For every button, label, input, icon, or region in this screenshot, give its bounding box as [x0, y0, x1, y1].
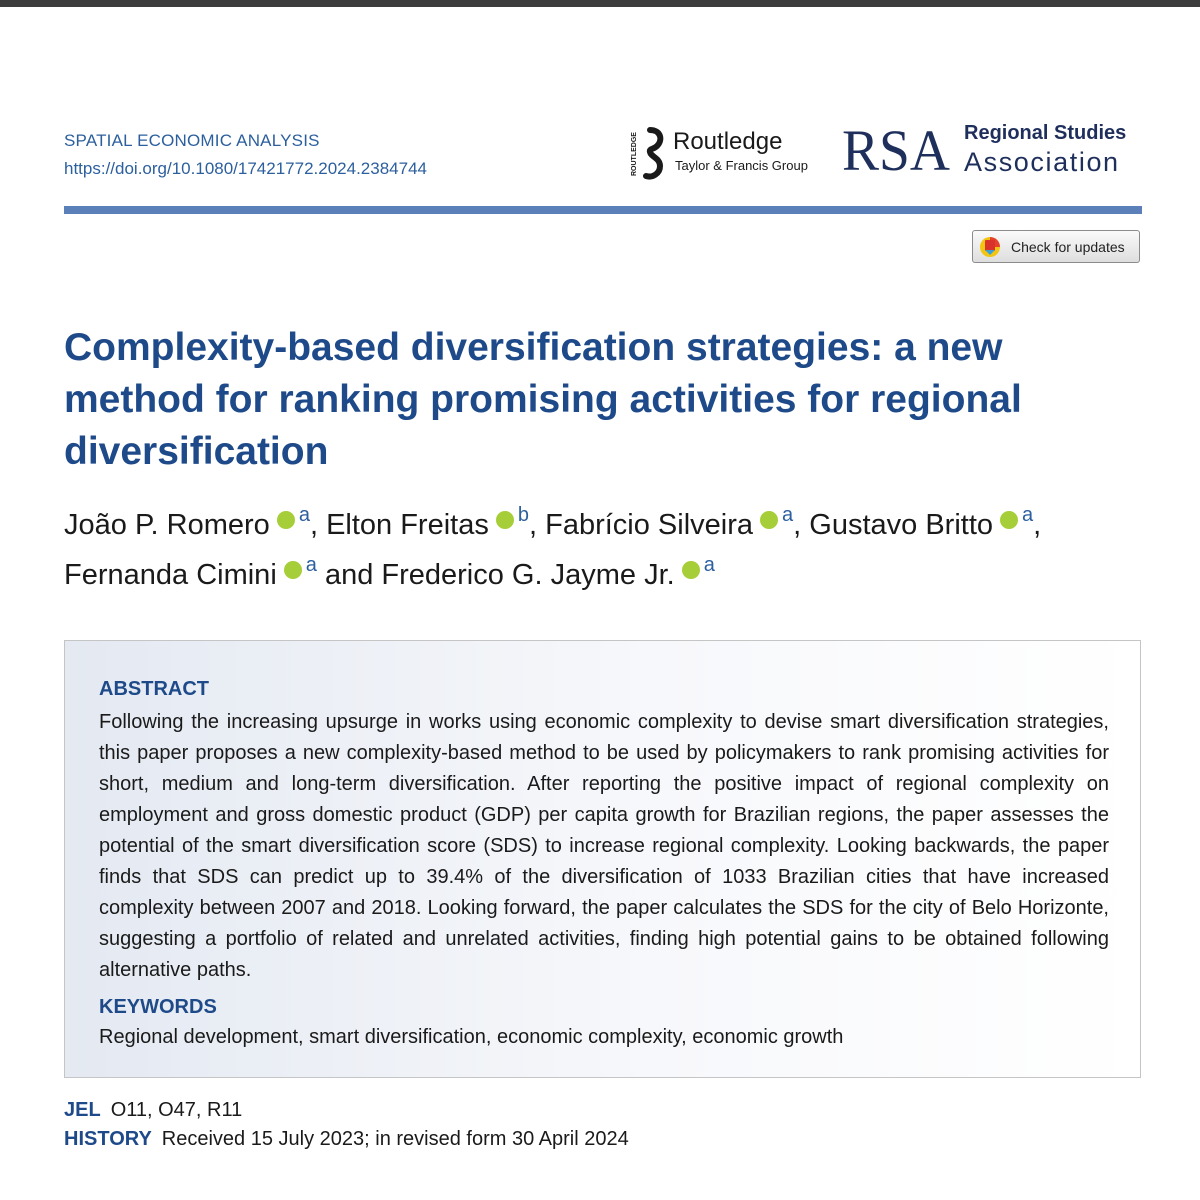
affiliation-marker[interactable]: a [298, 504, 310, 526]
routledge-vertical-text: ROUTLEDGE [631, 132, 638, 176]
journal-name: SPATIAL ECONOMIC ANALYSIS [64, 131, 320, 150]
affiliation-marker[interactable]: a [1022, 504, 1034, 526]
history-dates: Received 15 July 2023; in revised form 30 April 2024 [161, 1128, 629, 1150]
author-name[interactable]: Frederico G. Jayme Jr. [381, 559, 675, 591]
publisher-group: Taylor & Francis Group [675, 158, 808, 173]
jel-codes: O11, O47, R11 [110, 1099, 243, 1121]
orcid-icon[interactable] [760, 511, 778, 529]
orcid-icon[interactable] [1000, 511, 1018, 529]
check-for-updates-label: Check for updates [1011, 239, 1125, 255]
affiliation-marker[interactable]: a [703, 554, 715, 576]
author-separator: and [316, 559, 382, 591]
abstract-box [64, 640, 1141, 1078]
abstract-text: Following the increasing upsurge in works using economic complexity to devise smart diversification strategies, this paper proposes a new complexity-based method to be used by policymakers to rank promising activities for short, medium and long-term diversification. After reporting the positive impact of regional complexity on employment and gross domestic product (GDP) per capita growth for Brazilian regions, the paper assesses the potential of the smart diversification score (SDS) to increase regional complexity. Looking backwards, the paper finds that SDS can predict up to 39.4% of the diversification of 1033 Brazilian cities that have increased complexity between 2007 and 2018. Looking forward, the paper calculates the SDS for the city of Belo Horizonte, suggesting a portfolio of related and unrelated activities, finding high potential gains to be obtained following alternative paths. [99, 711, 1109, 981]
article-title: Complexity-based diversification strategies: a new method for ranking promising activities for regional diversification [64, 326, 1022, 473]
crossmark-icon [979, 236, 1001, 258]
publisher-name: Routledge [673, 128, 783, 155]
author-separator: , [528, 509, 546, 541]
routledge-logo-icon [628, 124, 668, 180]
author-list [64, 495, 1144, 595]
history-label: HISTORY [64, 1128, 152, 1150]
orcid-icon[interactable] [284, 561, 302, 579]
rsa-logo-icon [842, 120, 952, 182]
rsa-logo-text: RSA [842, 120, 951, 182]
affiliation-marker[interactable]: a [305, 554, 317, 576]
author-separator: , [309, 509, 327, 541]
keywords-heading: KEYWORDS [99, 996, 217, 1018]
header-divider [64, 206, 1142, 214]
author-separator: , [793, 509, 810, 541]
doi-link[interactable]: https://doi.org/10.1080/17421772.2024.2384744 [64, 159, 427, 178]
orcid-icon[interactable] [277, 511, 295, 529]
affiliation-marker[interactable]: a [782, 504, 794, 526]
author-name[interactable]: Gustavo Britto [809, 509, 994, 541]
association-name-line2: Association [964, 147, 1120, 177]
history-row [64, 1128, 629, 1151]
check-for-updates-button[interactable] [972, 230, 1140, 263]
keywords-text: Regional development, smart diversification, economic complexity, economic growth [99, 1026, 844, 1048]
top-bar [0, 0, 1200, 7]
author-name[interactable]: Fernanda Cimini [64, 559, 277, 591]
orcid-icon[interactable] [496, 511, 514, 529]
abstract-heading: ABSTRACT [99, 678, 209, 700]
affiliation-marker[interactable]: b [517, 504, 529, 526]
association-name-line1: Regional Studies [964, 122, 1127, 144]
author-name[interactable]: Fabrício Silveira [545, 509, 754, 541]
jel-row [64, 1099, 242, 1122]
author-name[interactable]: Elton Freitas [326, 509, 489, 541]
author-separator: , [1033, 509, 1042, 541]
orcid-icon[interactable] [682, 561, 700, 579]
jel-label: JEL [64, 1099, 101, 1121]
author-name[interactable]: João P. Romero [64, 509, 270, 541]
